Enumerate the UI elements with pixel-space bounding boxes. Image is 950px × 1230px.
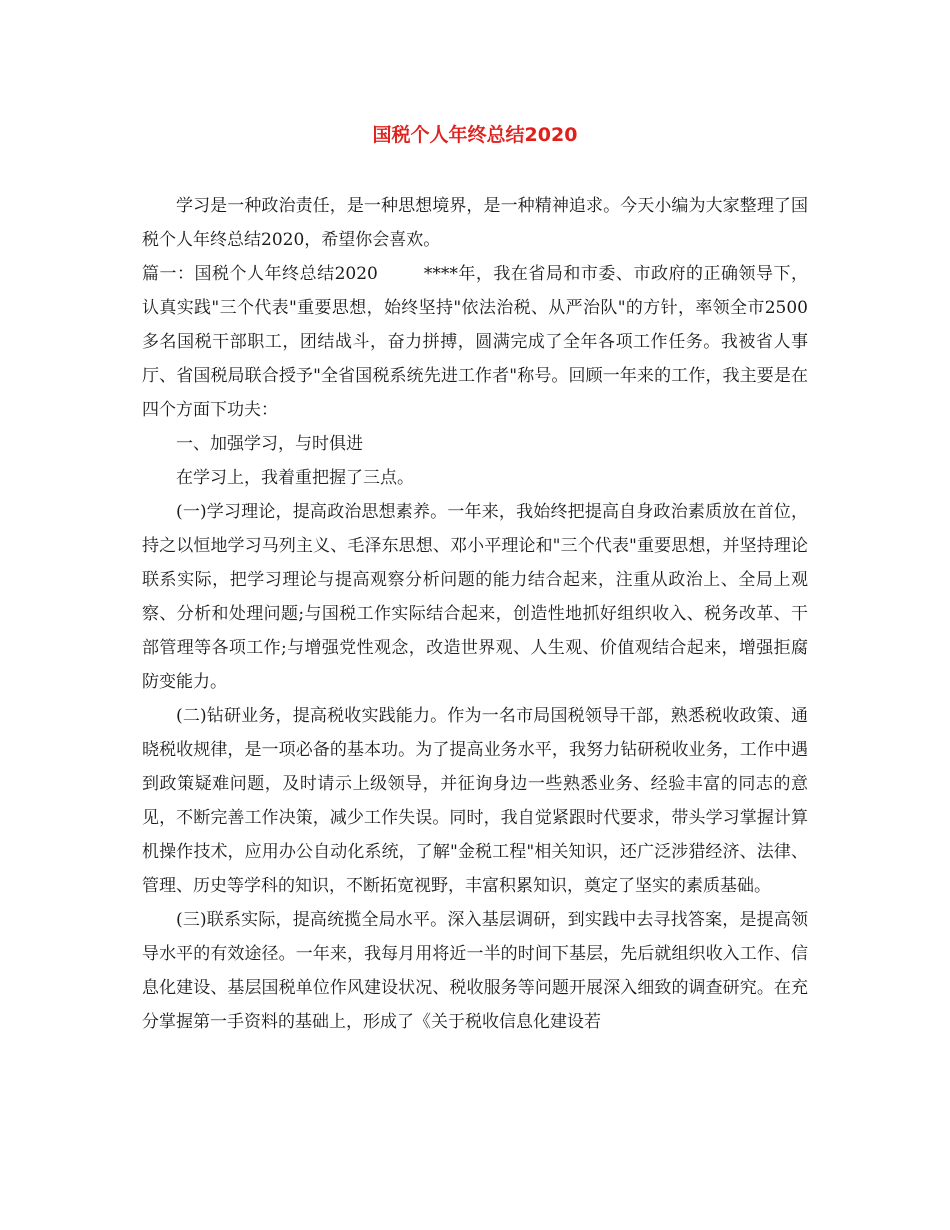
document-body [142,189,808,1039]
article-paragraph [142,257,808,427]
article-heading: 篇一：国税个人年终总结2020 [142,264,378,284]
point3-paragraph: (三)联系实际，提高统揽全局水平。深入基层调研，到实践中去寻找答案，是提高领导水平的有效途径。一年来，我每月用将近一半的时间下基层，先后就组织收入工作、信息化建设、基层国税单位作风建设状况、税收服务等问题开展深入细致的调查研究。在充分掌握第一手资料的基础上，形成了《关于税收信息化建设若 [142,910,808,1032]
point1-paragraph: (一)学习理论，提高政治思想素养。一年来，我始终把提高自身政治素质放在首位，持之以恒地学习马列主义、毛泽东思想、邓小平理论和"三个代表"重要思想，并坚持理论联系实际，把学习理论与提高观察分析问题的能力结合起来，注重从政治上、全局上观察、分析和处理问题;与国税工作实际结合起来，创造性地抓好组织收入、税务改革、干部管理等各项工作;与增强党性观念，改造世界观、人生观、价值观结合起来，增强拒腐防变能力。 [142,502,808,692]
intro-paragraph: 学习是一种政治责任，是一种思想境界，是一种精神追求。今天小编为大家整理了国税个人年终总结2020，希望你会喜欢。 [142,196,808,250]
point2-paragraph: (二)钻研业务，提高税收实践能力。作为一名市局国税领导干部，熟悉税收政策、通晓税收规律，是一项必备的基本功。为了提高业务水平，我努力钻研税收业务，工作中遇到政策疑难问题，及时请示上级领导，并征询身边一些熟悉业务、经验丰富的同志的意见，不断完善工作决策，减少工作失误。同时，我自觉紧跟时代要求，带头学习掌握计算机操作技术，应用办公自动化系统，了解"金税工程"相关知识，还广泛涉猎经济、法律、管理、历史等学科的知识，不断拓宽视野，丰富积累知识，奠定了坚实的素质基础。 [142,706,808,896]
opening-text: ****年，我在省局和市委、市政府的正确领导下，认真实践"三个代表"重要思想，始终坚持"依法治税、从严治队"的方针，率领全市2500多名国税干部职工，团结战斗，奋力拼搏，圆满完成了全年各项工作任务。我被省人事厅、省国税局联合授予"全省国税系统先进工作者"称号。回顾一年来的工作，我主要是在四个方面下功夫： [142,264,809,420]
section1-lead: 在学习上，我着重把握了三点。 [176,468,414,488]
document-page [142,0,808,1230]
section1-heading: 一、加强学习，与时俱进 [176,434,363,454]
document-title: 国税个人年终总结2020 [372,124,578,146]
